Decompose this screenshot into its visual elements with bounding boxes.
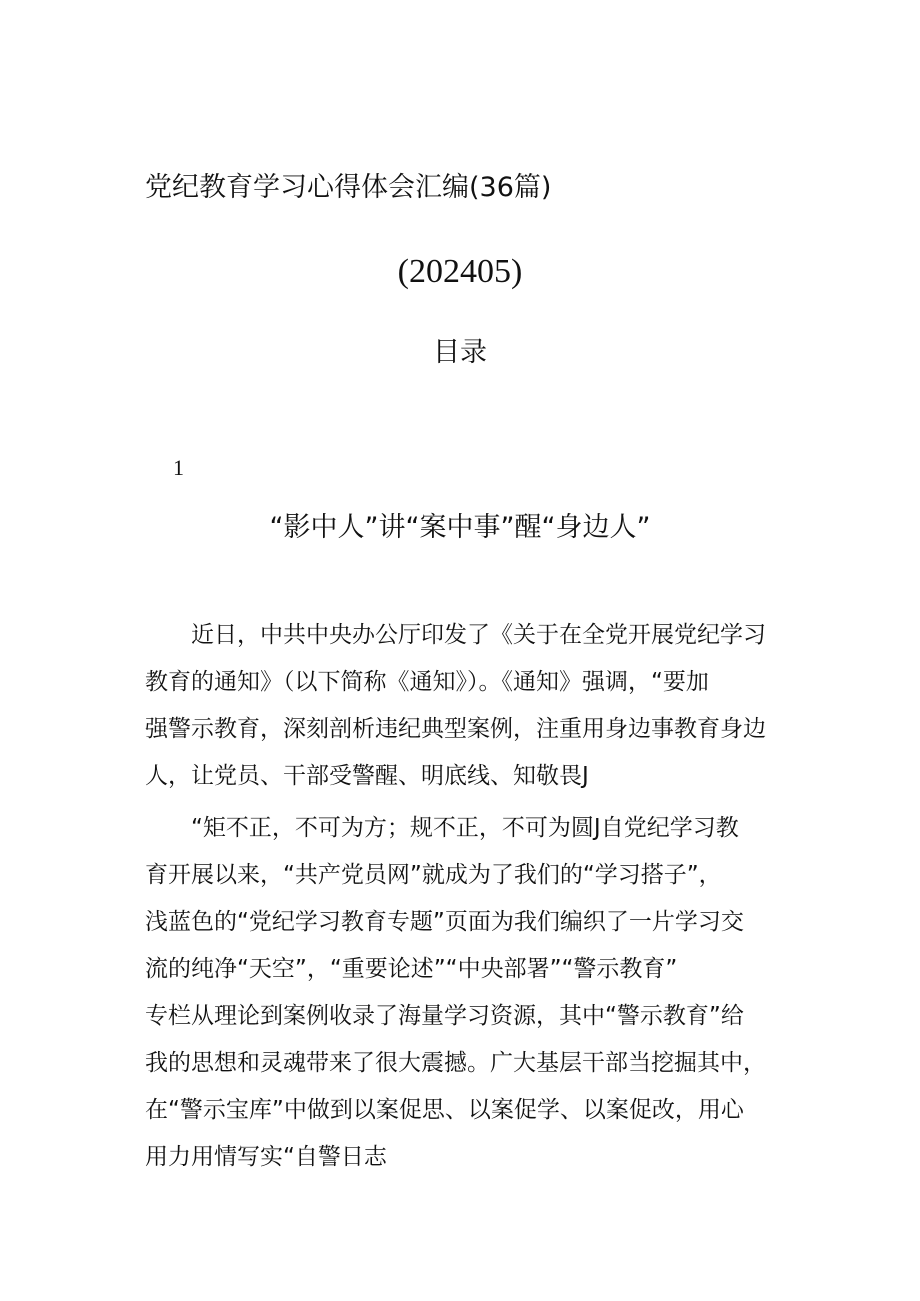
article-title: “影中人”讲“案中事”醒“身边人”	[269, 512, 651, 543]
paragraph-line: “矩不正，不可为方；规不正，不可为圆J自党纪学习教	[145, 815, 739, 841]
paragraph-line: 流的纯净“天空”，“重要论述”“中央部署”“警示教育”	[145, 956, 678, 982]
paragraph-line: 我的思想和灵魂带来了很大震撼。广大基层干部当挖掘其中，	[145, 1050, 766, 1076]
paragraph-line: 近日，中共中央办公厅印发了《关于在全党开展党纪学习	[145, 622, 766, 648]
paragraph-line: 人，让党员、干部受警醒、明底线、知敬畏J	[145, 763, 589, 789]
section-number: 1	[173, 455, 184, 480]
document-title: 党纪教育学习心得体会汇编(36篇)	[145, 172, 552, 203]
paragraph-line: 育开展以来，“共产党员网”就成为了我们的“学习搭子”，	[145, 862, 722, 888]
paragraph-line: 浅蓝色的“党纪学习教育专题”页面为我们编织了一片学习交	[145, 909, 744, 935]
table-of-contents-heading: 目录	[433, 337, 487, 368]
paragraph-line: 专栏从理论到案例收录了海量学习资源，其中“警示教育”给	[145, 1003, 744, 1029]
paragraph-2	[145, 805, 785, 1181]
paragraph-line: 在“警示宝库”中做到以案促思、以案促学、以案促改，用心	[145, 1097, 744, 1123]
paragraph-line: 教育的通知》（以下简称《通知》）。《通知》强调，“要加	[145, 669, 709, 695]
document-date: (202405)	[397, 253, 523, 290]
paragraph-line: 用力用情写实“自警日志	[145, 1144, 387, 1170]
paragraph-1	[145, 612, 785, 800]
paragraph-line: 强警示教育，深刻剖析违纪典型案例，注重用身边事教育身边	[145, 716, 766, 742]
